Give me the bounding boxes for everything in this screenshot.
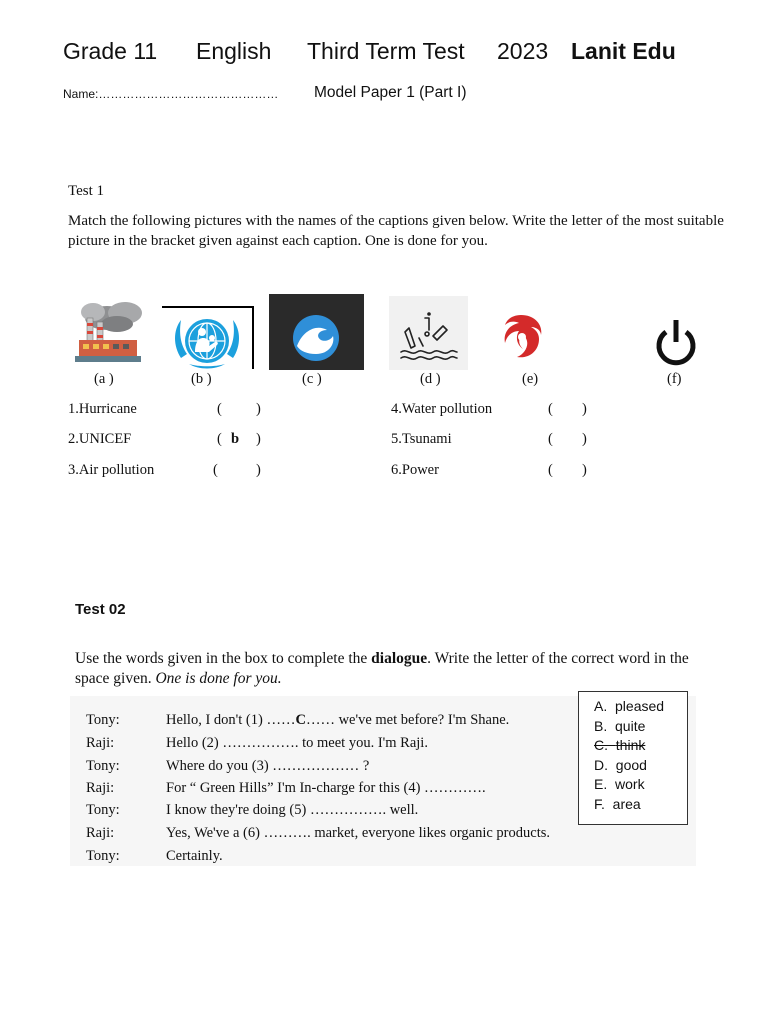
caption-1: 1.Hurricane: [68, 401, 137, 417]
test-label: Third Term Test: [307, 38, 465, 64]
bracket-5-close: ): [582, 431, 587, 447]
caption-3: 3.Air pollution: [68, 462, 155, 478]
picture-d-label: (d ): [420, 371, 441, 387]
caption-5: 5.Tsunami: [391, 431, 452, 447]
option-e-letter: E.: [594, 776, 608, 792]
option-c-letter: C.: [594, 737, 608, 753]
name-field-label: Name:………………………………………: [63, 87, 279, 101]
unicef-logo-icon: [175, 312, 239, 370]
option-a-letter: A.: [594, 698, 608, 714]
speaker-7: Tony:: [86, 848, 120, 864]
subject-label: English: [196, 38, 272, 64]
option-f-word: area: [612, 796, 641, 812]
grade-label: Grade 11: [63, 38, 158, 64]
line-1-answer[interactable]: C: [295, 712, 306, 728]
ins-text-1: Use the words given in the box to complete the: [75, 650, 372, 667]
bracket-4-open: (: [548, 401, 553, 417]
test1-title: Test 1: [68, 183, 105, 199]
bracket-5-open: (: [548, 431, 553, 447]
picture-b-frame-right: [252, 306, 254, 369]
power-icon: [652, 318, 700, 368]
picture-c-label: (c ): [302, 371, 322, 387]
speaker-3: Tony:: [86, 758, 120, 774]
option-d-word: good: [615, 757, 647, 773]
picture-b-label: (b ): [191, 371, 212, 387]
ins-text-3: space given.: [75, 670, 156, 687]
option-d-letter: D.: [594, 757, 608, 773]
hurricane-icon: [497, 311, 545, 361]
option-a-word: pleased: [615, 698, 665, 714]
option-a: [594, 698, 664, 714]
line-5: I know they're doing (5) ……………. well.: [166, 802, 419, 818]
bracket-2-close: ): [256, 431, 261, 447]
speaker-5: Tony:: [86, 802, 120, 818]
speaker-6: Raji:: [86, 825, 115, 841]
line-4: For “ Green Hills” I'm In-charge for this (4) ………….: [166, 780, 486, 796]
ins-text-2: . Write the letter of the correct word in the: [427, 650, 689, 667]
brand-label: Lanit Edu: [571, 38, 676, 64]
water-pollution-icon: [389, 296, 468, 370]
bracket-4-close: ): [582, 401, 587, 417]
bracket-6-close: ): [582, 462, 587, 478]
caption-2: 2.UNICEF: [68, 431, 132, 447]
bracket-2-answer[interactable]: b: [231, 431, 240, 447]
ins-bold-word: dialogue: [371, 650, 428, 667]
option-f-letter: F.: [594, 796, 605, 812]
test2-title: Test 02: [75, 601, 126, 618]
line-7: Certainly.: [166, 848, 223, 864]
line-1-pre: Hello, I don't (1) ……: [166, 712, 296, 728]
speaker-4: Raji:: [86, 780, 115, 796]
picture-f-label: (f): [667, 371, 682, 387]
ins-italic: One is done for you.: [155, 670, 282, 687]
bracket-3-open: (: [213, 462, 218, 478]
year-label: 2023: [497, 38, 549, 64]
picture-e-label: (e): [522, 371, 539, 387]
option-c-used: [594, 737, 645, 753]
test2-instructions-line1: [75, 650, 689, 668]
picture-a-label: (a ): [94, 371, 114, 387]
bracket-3-close: ): [256, 462, 261, 478]
option-d: [594, 757, 647, 773]
option-b: [594, 718, 645, 734]
option-b-word: quite: [615, 718, 646, 734]
line-1: [166, 712, 509, 729]
caption-6: 6.Power: [391, 462, 439, 478]
test1-instructions-line2: picture in the bracket given against each caption. One is done for you.: [68, 233, 488, 249]
option-e: [594, 776, 645, 792]
caption-4: 4.Water pollution: [391, 401, 493, 417]
paper-label: Model Paper 1 (Part I): [314, 84, 467, 101]
wave-icon: [269, 294, 364, 370]
picture-b-frame-top: [162, 306, 254, 308]
test2-instructions-line2: [75, 670, 282, 688]
option-c-word: think: [615, 737, 646, 753]
factory-smoke-icon: [73, 300, 147, 364]
speaker-2: Raji:: [86, 735, 115, 751]
line-2: Hello (2) ……………. to meet you. I'm Raji.: [166, 735, 428, 751]
bracket-1-close: ): [256, 401, 261, 417]
option-b-letter: B.: [594, 718, 608, 734]
line-6: Yes, We've a (6) ………. market, everyone likes organic products.: [166, 825, 550, 841]
option-f: [594, 796, 641, 812]
line-3: Where do you (3) ……………… ?: [166, 758, 370, 774]
option-e-word: work: [615, 776, 645, 792]
bracket-1-open: (: [217, 401, 222, 417]
speaker-1: Tony:: [86, 712, 120, 728]
test1-instructions-line1: Match the following pictures with the names of the captions given below. Write the letter of the most suitable: [68, 213, 724, 229]
line-1-post: …… we've met before? I'm Shane.: [305, 712, 510, 728]
bracket-2-open: (: [217, 431, 222, 447]
bracket-6-open: (: [548, 462, 553, 478]
